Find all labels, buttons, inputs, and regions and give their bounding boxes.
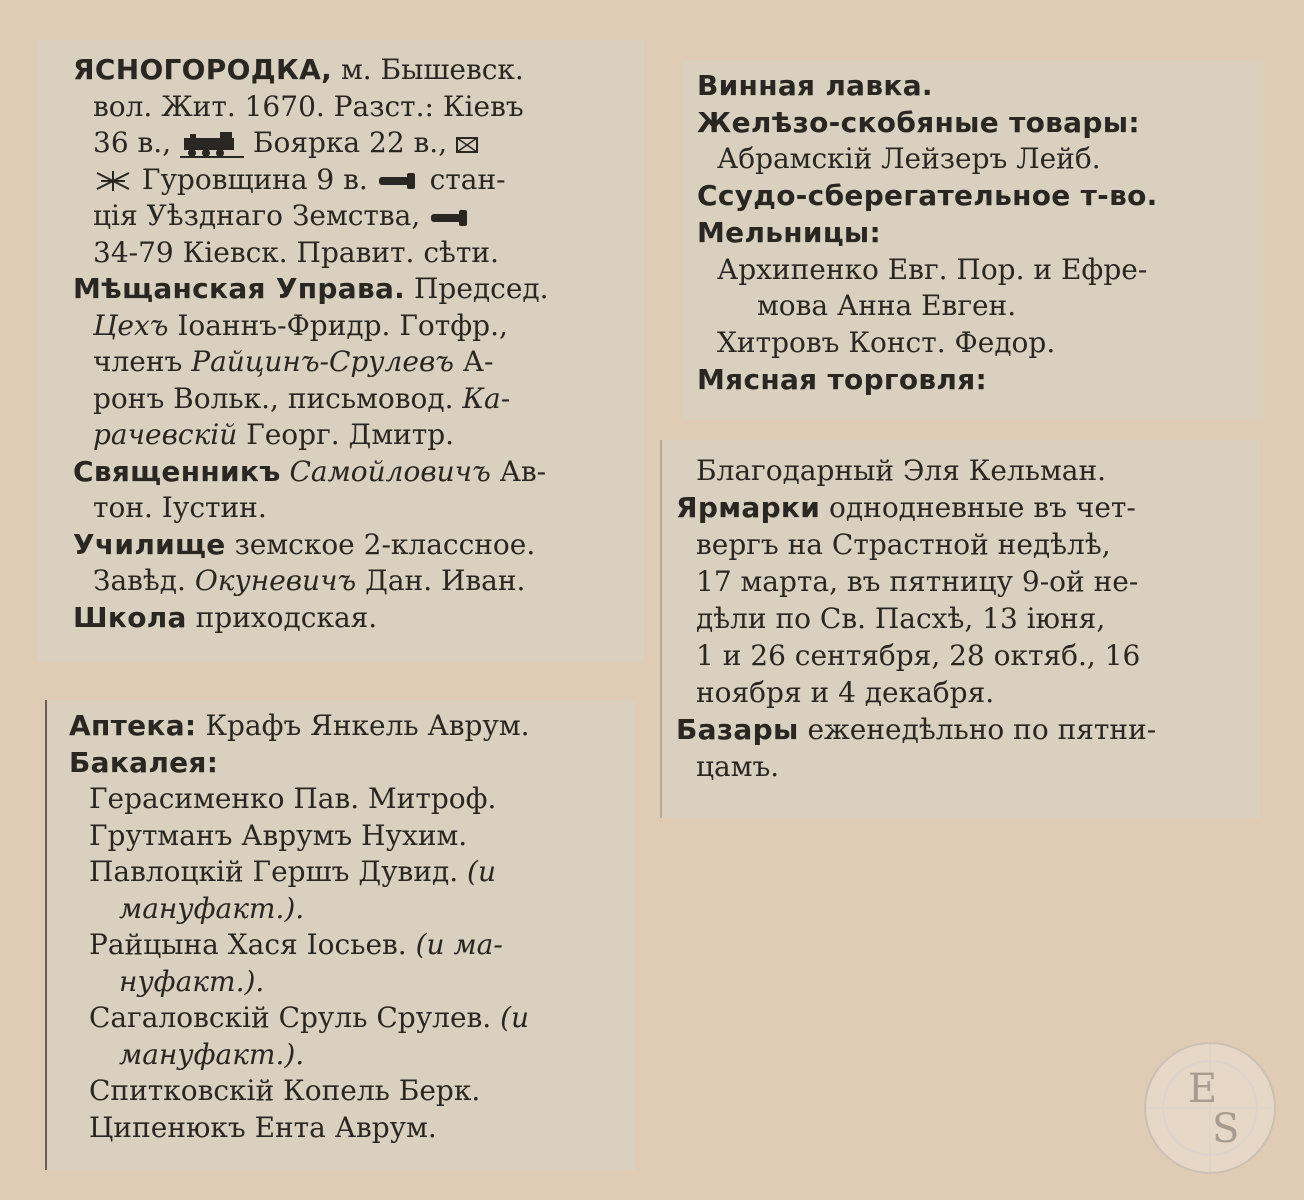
clipping-main-entry <box>37 40 644 662</box>
section-heading: Винная лавка. <box>697 69 933 102</box>
text-line: цамъ. <box>696 750 780 783</box>
text-span: Крафъ Янкель Аврум. <box>196 709 530 742</box>
text-line: Грутманъ Аврумъ Нухим. <box>89 818 468 852</box>
text-line <box>69 1000 635 1037</box>
text-line: мануфакт.). <box>119 891 305 925</box>
stamp-letter: S <box>1212 1106 1240 1152</box>
text-line <box>73 563 644 600</box>
text-line: дѣли по Св. Пасхѣ, 13 іюня, <box>696 602 1106 635</box>
text-span: стан- <box>420 162 506 196</box>
section-heading: Желѣзо-скобяные товары: <box>697 105 1140 139</box>
text-span: (и <box>500 1001 530 1034</box>
text-line: мова Анна Евген. <box>757 289 1017 323</box>
section-heading: Мельницы: <box>697 215 882 249</box>
text-line <box>69 854 635 891</box>
text-span: Ка- <box>462 381 511 415</box>
text-line <box>73 527 644 564</box>
text-line <box>73 308 644 345</box>
text-line: Архипенко Евг. Пор. и Ефре- <box>717 252 1148 286</box>
text-line <box>69 708 635 745</box>
text-line <box>73 271 644 308</box>
text-span: ція Уѣзднаго Земства, <box>93 199 430 232</box>
text-line <box>73 198 644 235</box>
text-line: нуфакт.). <box>119 964 265 998</box>
telephone-icon <box>377 163 421 196</box>
text-line <box>73 125 644 162</box>
watermark-logo <box>1144 1042 1276 1174</box>
text-span: Іоаннъ-Фридр. Готфр., <box>168 308 508 342</box>
section-heading: Ссудо-сберегательное т-во. <box>697 179 1158 213</box>
text-span: Райцына Хася Іосьев. <box>89 928 416 961</box>
text-line: мануфакт.). <box>119 1037 305 1071</box>
text-span: 36 в., <box>93 126 180 159</box>
train-icon <box>180 126 244 159</box>
text-span: Завѣд. <box>93 564 195 597</box>
text-span: Дан. Иван. <box>356 564 526 597</box>
section-heading: Священникъ <box>73 454 281 488</box>
text-line <box>73 454 644 491</box>
text-line: 34-79 Кіевск. Правит. сѣти. <box>93 235 499 269</box>
text-line: вергъ на Страстной недѣлѣ, <box>696 528 1111 561</box>
text-line: 1 и 26 сентября, 28 октяб., 16 <box>696 639 1141 672</box>
text-span: м. Бышевск. <box>332 53 524 86</box>
text-span: Ав- <box>490 454 547 488</box>
section-heading: Мясная торговля: <box>697 362 987 396</box>
post-office-icon <box>456 126 478 159</box>
text-span: Окуневичъ <box>194 564 357 597</box>
text-line <box>676 489 1260 526</box>
text-span: ронъ Вольк., письмовод. <box>93 381 463 415</box>
section-heading: Базары <box>676 713 799 746</box>
section-heading: Аптека: <box>69 709 197 742</box>
section-heading: Училище <box>73 527 226 561</box>
text-line <box>69 927 635 964</box>
text-line <box>73 381 644 418</box>
text-span: рачевскій <box>93 418 238 451</box>
text-line: 17 марта, въ пятницу 9-ой не- <box>696 565 1139 598</box>
text-span: (и <box>467 855 496 888</box>
text-line <box>73 417 644 454</box>
text-span: А- <box>453 345 494 378</box>
section-heading: Мѣщанская Управа. <box>73 272 406 305</box>
text-line: Хитровъ Конст. Федор. <box>717 325 1056 359</box>
text-line: Ципенюкъ Ента Аврум. <box>89 1110 437 1144</box>
text-span: Райцинъ-Срулевъ <box>191 345 454 378</box>
clipping-trades <box>683 60 1263 420</box>
text-span: земское 2-классное. <box>225 527 536 561</box>
text-span: Самойловичъ <box>280 454 491 488</box>
section-heading: Ярмарки <box>676 491 821 524</box>
text-line: Герасименко Пав. Митроф. <box>89 782 497 815</box>
text-line <box>73 344 644 381</box>
place-name-heading: ЯСНОГОРОДКА, <box>73 53 333 86</box>
text-line: Благодарный Эля Кельман. <box>696 454 1107 487</box>
section-heading: Школа <box>73 600 187 634</box>
text-line <box>73 600 644 637</box>
text-span: членъ <box>93 345 192 378</box>
text-line: вол. Жит. 1670. Разст.: Кіевъ <box>93 89 524 123</box>
text-span: Георг. Дмитр. <box>237 418 455 451</box>
text-span: еженедѣльно по пятни- <box>798 713 1157 746</box>
text-span: Председ. <box>405 272 549 305</box>
text-span: приходская. <box>186 600 378 634</box>
text-line: ноября и 4 декабря. <box>696 676 995 709</box>
text-line <box>676 711 1260 748</box>
telegraph-icon <box>93 163 133 196</box>
text-span: Гуровщина 9 в. <box>133 162 377 196</box>
text-span: Цехъ <box>93 308 169 342</box>
section-heading: Бакалея: <box>69 745 219 779</box>
telephone-icon <box>429 199 473 232</box>
text-line <box>73 162 644 199</box>
text-line: тон. Іустин. <box>93 491 267 524</box>
text-span: Павлоцкій Гершъ Дувид. <box>89 855 468 888</box>
text-span: Боярка 22 в., <box>244 126 457 159</box>
text-line: Абрамскій Лейзеръ Лейб. <box>717 142 1101 176</box>
text-line <box>73 52 644 89</box>
text-span: (и ма- <box>415 928 503 961</box>
text-line: Спитковскій Копель Берк. <box>89 1074 481 1107</box>
stamp-letter: E <box>1188 1066 1218 1112</box>
text-span: однодневные въ чет- <box>820 491 1136 524</box>
clipping-grocers <box>45 700 635 1170</box>
text-span: Сагаловскій Сруль Срулев. <box>89 1001 501 1034</box>
clipping-fairs <box>660 440 1260 818</box>
